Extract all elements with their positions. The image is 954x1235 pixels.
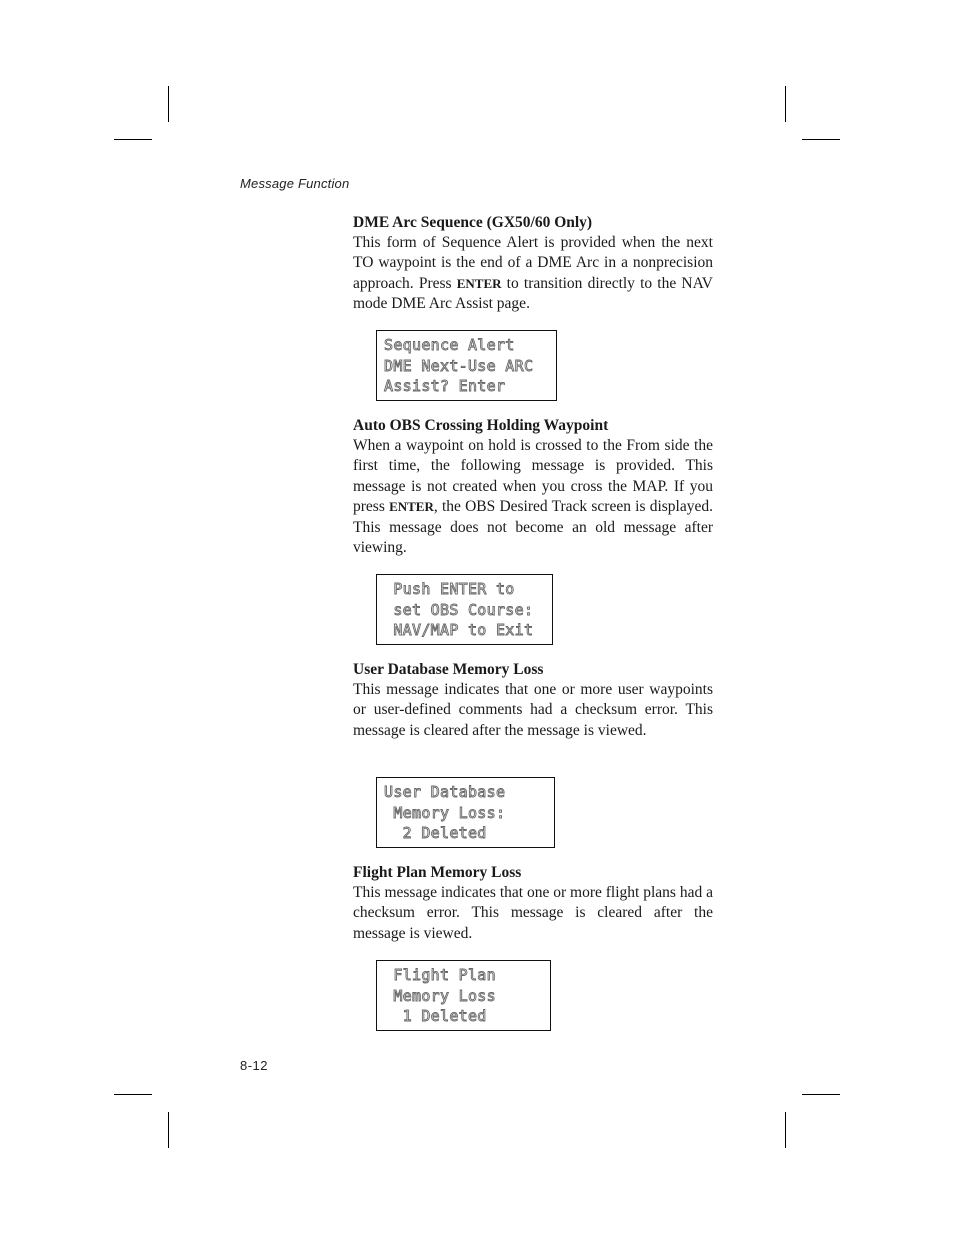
enter-key-label: ENTER bbox=[389, 499, 434, 515]
lcd-line: DME Next-Use ARC bbox=[384, 356, 534, 375]
section-heading: DME Arc Sequence (GX50/60 Only) bbox=[353, 214, 593, 231]
crop-mark bbox=[802, 1094, 840, 1095]
crop-mark bbox=[168, 1112, 169, 1148]
lcd-line: Assist? Enter bbox=[384, 377, 506, 395]
lcd-screen-push-enter bbox=[376, 574, 553, 645]
section-user-database bbox=[353, 660, 713, 741]
lcd-line: NAV/MAP to Exit bbox=[384, 621, 534, 639]
section-dme-arc bbox=[353, 213, 713, 315]
section-body: When a waypoint on hold is crossed to the From side the first time, the following message is provided. This message is not created when you cross the MAP. If you press ENTER, the OBS Desired Track screen is displayed. This message does not become an old message after viewing. bbox=[353, 437, 713, 557]
lcd-line: 2 Deleted bbox=[384, 824, 487, 842]
enter-key-label: ENTER bbox=[456, 275, 502, 291]
crop-mark bbox=[168, 86, 169, 122]
lcd-screen-flight-plan bbox=[376, 960, 551, 1031]
section-body: This message indicates that one or more flight plans had a checksum error. This message is cleared after the message is viewed. bbox=[353, 884, 713, 942]
lcd-line: Sequence Alert bbox=[384, 336, 515, 354]
section-heading: Flight Plan Memory Loss bbox=[353, 864, 522, 881]
section-flight-plan bbox=[353, 863, 713, 944]
lcd-line: set OBS Course: bbox=[384, 600, 534, 619]
section-body: This form of Sequence Alert is provided when the next TO waypoint is the end of a DME Arc in a nonprecision approach. Press ENTER to transition directly to the NAV mode DME Arc Assist page. bbox=[353, 234, 713, 313]
lcd-line: 1 Deleted bbox=[384, 1007, 487, 1025]
lcd-screen-sequence-alert bbox=[376, 330, 557, 401]
section-heading: Auto OBS Crossing Holding Waypoint bbox=[353, 417, 609, 434]
lcd-line: Flight Plan bbox=[384, 966, 496, 984]
crop-mark bbox=[785, 1112, 786, 1148]
lcd-line: Memory Loss bbox=[384, 986, 496, 1005]
crop-mark bbox=[785, 86, 786, 122]
section-auto-obs bbox=[353, 416, 713, 558]
crop-mark bbox=[802, 139, 840, 140]
running-head: Message Function bbox=[240, 176, 350, 191]
crop-mark bbox=[114, 1094, 152, 1095]
lcd-line: User Database bbox=[384, 783, 506, 801]
lcd-screen-user-database bbox=[376, 777, 555, 848]
section-heading: User Database Memory Loss bbox=[353, 661, 544, 678]
section-body: This message indicates that one or more user waypoints or user-defined comments had a checksum error. This message is cleared after the message is viewed. bbox=[353, 681, 713, 739]
lcd-line: Push ENTER to bbox=[384, 580, 515, 598]
lcd-line: Memory Loss: bbox=[384, 803, 506, 822]
crop-mark bbox=[114, 139, 152, 140]
page-number: 8-12 bbox=[240, 1058, 269, 1073]
